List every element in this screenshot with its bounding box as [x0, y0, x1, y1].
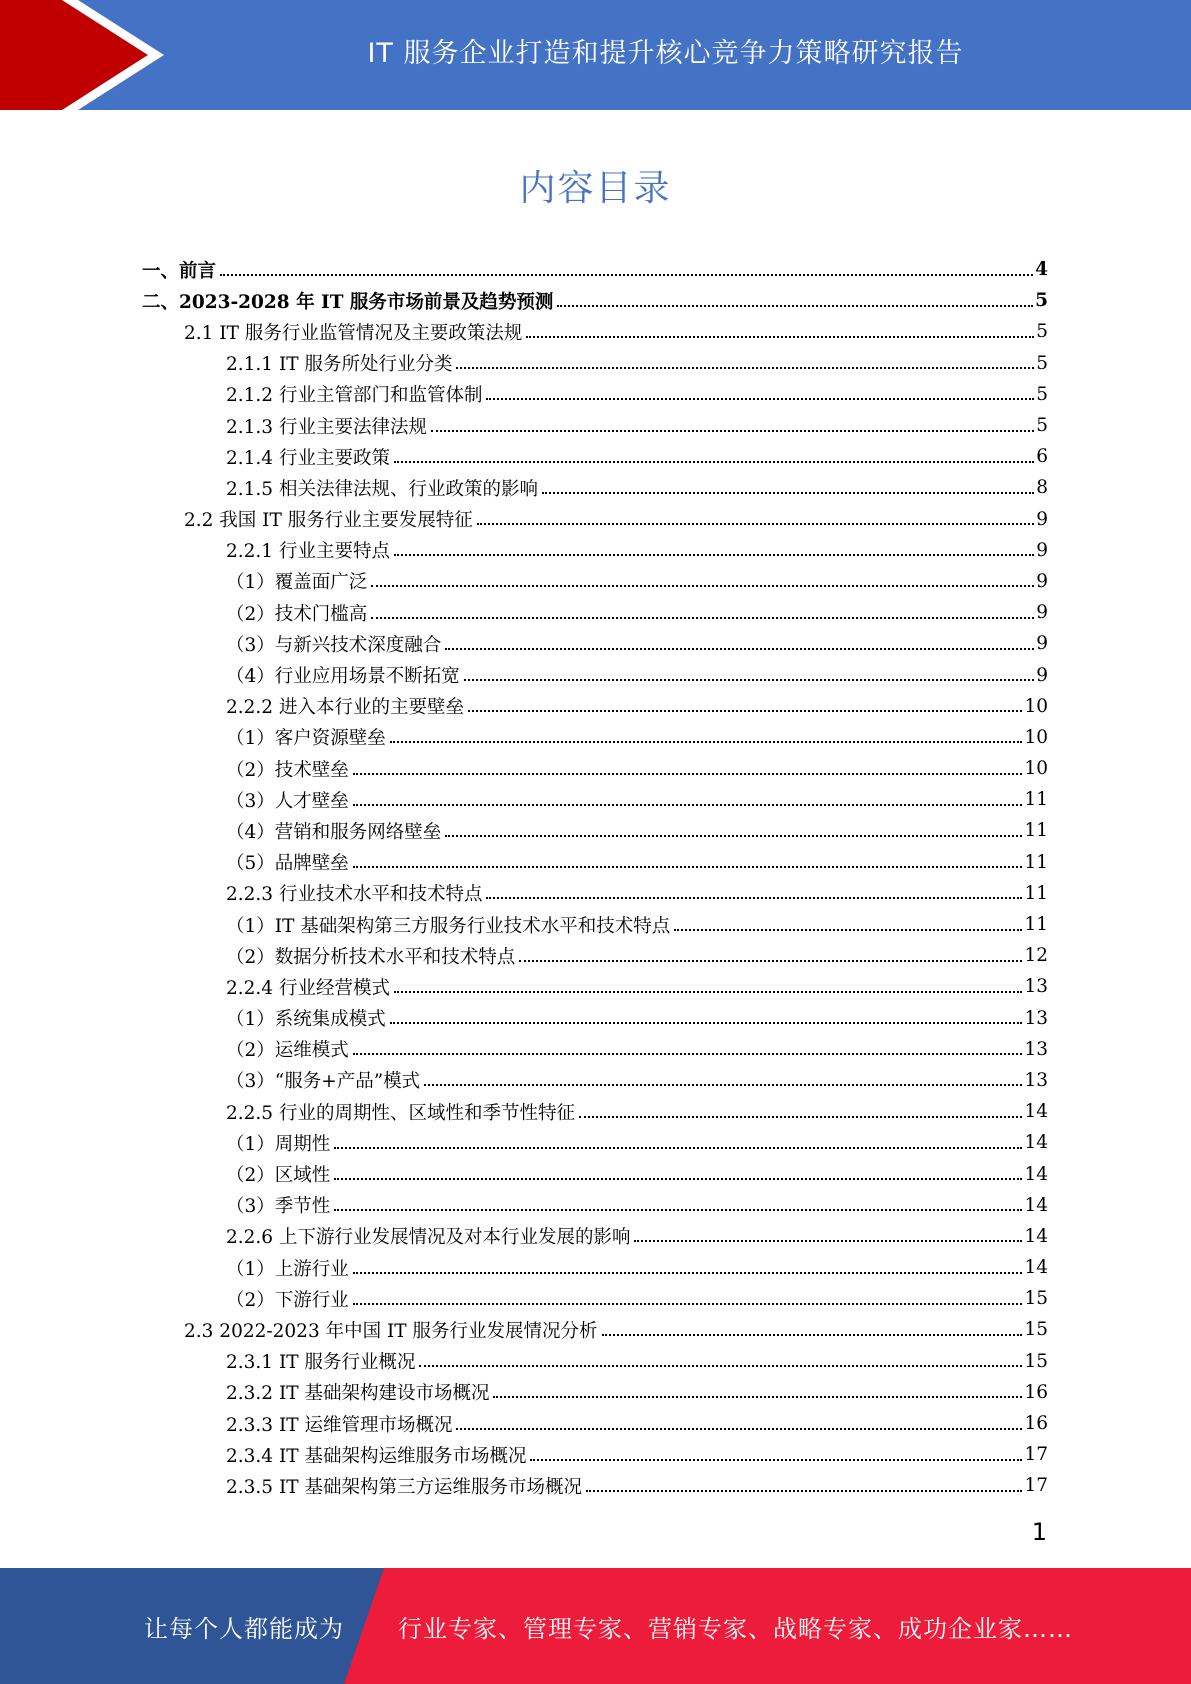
- toc-entry-label: （3）季节性: [226, 1196, 331, 1218]
- toc-entry[interactable]: [226, 566, 1048, 597]
- toc-entry-label: （1）系统集成模式: [226, 1009, 386, 1031]
- toc-entry[interactable]: [226, 1221, 1048, 1252]
- toc-entry-page: 9: [1036, 633, 1048, 655]
- toc-entry[interactable]: [142, 254, 1048, 285]
- toc-entry-label: 2.1.2 行业主管部门和监管体制: [226, 385, 483, 407]
- toc-entry-page: 5: [1035, 290, 1048, 312]
- toc-entry-label: 2.3.3 IT 运维管理市场概况: [226, 1414, 453, 1436]
- toc-entry-page: 8: [1036, 477, 1048, 499]
- toc-entry[interactable]: [226, 691, 1048, 722]
- toc-entry-page: 14: [1024, 1132, 1048, 1154]
- toc-entry-label: 2.2.4 行业经营模式: [226, 977, 390, 999]
- toc-dot-leader: [477, 523, 1035, 525]
- toc-entry[interactable]: [226, 878, 1048, 909]
- toc-entry[interactable]: [226, 909, 1048, 940]
- toc-entry[interactable]: [226, 722, 1048, 753]
- toc-entry[interactable]: [142, 285, 1048, 316]
- toc-dot-leader: [353, 804, 1023, 806]
- toc-entry-label: 2.2.3 行业技术水平和技术特点: [226, 884, 483, 906]
- toc-dot-leader: [445, 835, 1022, 837]
- toc-entry[interactable]: [226, 472, 1048, 503]
- toc-entry-page: 11: [1024, 851, 1048, 873]
- toc-entry-page: 6: [1036, 446, 1048, 468]
- toc-entry[interactable]: [226, 1377, 1048, 1408]
- toc-entry-label: 2.3.5 IT 基础架构第三方运维服务市场概况: [226, 1476, 582, 1498]
- toc-entry-page: 9: [1036, 602, 1048, 624]
- toc-entry-page: 12: [1024, 945, 1048, 967]
- toc-entry[interactable]: [226, 1190, 1048, 1221]
- toc-entry-page: 11: [1024, 789, 1048, 811]
- toc-entry-page: 15: [1024, 1350, 1048, 1372]
- toc-entry-label: （2）数据分析技术水平和技术特点: [226, 946, 516, 968]
- toc-entry[interactable]: [226, 1127, 1048, 1158]
- toc-dot-leader: [579, 1116, 1022, 1118]
- toc-entry[interactable]: [226, 847, 1048, 878]
- toc-entry-label: （3）“服务+产品”模式: [226, 1071, 421, 1093]
- toc-entry-page: 13: [1024, 976, 1048, 998]
- toc-entry[interactable]: [226, 597, 1048, 628]
- toc-dot-leader: [371, 585, 1034, 587]
- toc-entry-page: 11: [1024, 820, 1048, 842]
- toc-entry[interactable]: [226, 1470, 1048, 1501]
- toc-entry[interactable]: [226, 753, 1048, 784]
- toc-entry[interactable]: [184, 1314, 1048, 1345]
- toc-entry-page: 5: [1036, 321, 1048, 343]
- document-title: IT 服务企业打造和提升核心竞争力策略研究报告: [367, 37, 964, 69]
- toc-dot-leader: [394, 461, 1034, 463]
- toc-entry[interactable]: [226, 410, 1048, 441]
- toc-entry[interactable]: [226, 940, 1048, 971]
- toc-entry[interactable]: [226, 379, 1048, 410]
- toc-entry-page: 14: [1024, 1257, 1048, 1279]
- toc-entry-page: 16: [1024, 1381, 1048, 1403]
- table-of-contents: [0, 254, 1191, 1502]
- toc-dot-leader: [220, 274, 1033, 276]
- toc-entry-page: 4: [1035, 259, 1048, 281]
- toc-entry-label: （1）客户资源壁垒: [226, 728, 386, 750]
- toc-dot-leader: [431, 430, 1034, 432]
- toc-dot-leader: [464, 679, 1034, 681]
- toc-entry-page: 9: [1036, 570, 1048, 592]
- toc-entry-page: 10: [1024, 726, 1048, 748]
- toc-entry[interactable]: [226, 1283, 1048, 1314]
- toc-entry-page: 13: [1024, 1007, 1048, 1029]
- toc-entry[interactable]: [226, 1096, 1048, 1127]
- toc-entry-page: 17: [1024, 1475, 1048, 1497]
- toc-entry-page: 15: [1024, 1288, 1048, 1310]
- toc-entry[interactable]: [226, 784, 1048, 815]
- toc-entry-label: 2.3.1 IT 服务行业概况: [226, 1352, 416, 1374]
- toc-entry-page: 9: [1036, 664, 1048, 686]
- toc-dot-leader: [456, 367, 1034, 369]
- footer-slogan-right: 行业专家、管理专家、营销专家、战略专家、成功企业家……: [398, 1614, 1073, 1643]
- toc-entry[interactable]: [226, 971, 1048, 1002]
- toc-entry[interactable]: [226, 1003, 1048, 1034]
- toc-entry-label: 2.2.5 行业的周期性、区域性和季节性特征: [226, 1102, 575, 1124]
- toc-entry[interactable]: [226, 815, 1048, 846]
- toc-entry-label: （2）技术壁垒: [226, 759, 349, 781]
- toc-dot-leader: [493, 1396, 1022, 1398]
- toc-entry-page: 13: [1024, 1069, 1048, 1091]
- toc-entry-label: 二、2023-2028 年 IT 服务市场前景及趋势预测: [142, 291, 554, 313]
- toc-dot-leader: [353, 1272, 1023, 1274]
- toc-entry-label: 2.2 我国 IT 服务行业主要发展特征: [184, 510, 473, 532]
- toc-dot-leader: [530, 1459, 1022, 1461]
- toc-entry[interactable]: [226, 628, 1048, 659]
- toc-entry-label: 2.2.6 上下游行业发展情况及对本行业发展的影响: [226, 1227, 631, 1249]
- toc-entry[interactable]: [226, 1439, 1048, 1470]
- toc-entry-label: 2.1 IT 服务行业监管情况及主要政策法规: [184, 322, 523, 344]
- toc-dot-leader: [353, 773, 1023, 775]
- footer-banner: [0, 1568, 1191, 1684]
- toc-entry[interactable]: [226, 1408, 1048, 1439]
- toc-dot-leader: [526, 336, 1034, 338]
- toc-dot-leader: [334, 1147, 1022, 1149]
- toc-dot-leader: [586, 1490, 1022, 1492]
- toc-dot-leader: [602, 1334, 1023, 1336]
- toc-dot-leader: [371, 617, 1034, 619]
- toc-entry-label: 2.1.5 相关法律法规、行业政策的影响: [226, 478, 538, 500]
- header-banner: [0, 0, 1191, 110]
- toc-dot-leader: [674, 929, 1022, 931]
- toc-entry-page: 5: [1036, 352, 1048, 374]
- toc-entry-page: 14: [1024, 1101, 1048, 1123]
- toc-entry[interactable]: [226, 1034, 1048, 1065]
- toc-entry-label: （3）人才壁垒: [226, 790, 349, 812]
- toc-entry-page: 5: [1036, 415, 1048, 437]
- toc-entry-page: 14: [1024, 1194, 1048, 1216]
- toc-entry-page: 10: [1024, 695, 1048, 717]
- toc-entry-label: （4）营销和服务网络壁垒: [226, 821, 442, 843]
- toc-dot-leader: [353, 1053, 1023, 1055]
- toc-dot-leader: [394, 554, 1034, 556]
- toc-entry-label: 2.1.4 行业主要政策: [226, 447, 390, 469]
- toc-dot-leader: [519, 960, 1022, 962]
- toc-entry-label: 2.3.2 IT 基础架构建设市场概况: [226, 1383, 490, 1405]
- toc-entry-label: （1）IT 基础架构第三方服务行业技术水平和技术特点: [226, 915, 671, 937]
- toc-entry-page: 10: [1024, 758, 1048, 780]
- toc-entry-label: （1）覆盖面广泛: [226, 572, 368, 594]
- toc-dot-leader: [419, 1365, 1022, 1367]
- toc-entry-label: 2.2.2 进入本行业的主要壁垒: [226, 697, 464, 719]
- toc-entry-label: （2）区域性: [226, 1165, 331, 1187]
- toc-entry-page: 11: [1024, 882, 1048, 904]
- toc-entry[interactable]: [226, 1158, 1048, 1189]
- toc-entry-label: 2.2.1 行业主要特点: [226, 541, 390, 563]
- toc-entry-label: （2）下游行业: [226, 1289, 349, 1311]
- toc-entry-label: （1）上游行业: [226, 1258, 349, 1280]
- toc-entry-label: （4）行业应用场景不断拓宽: [226, 666, 460, 688]
- toc-entry-label: 2.3.4 IT 基础架构运维服务市场概况: [226, 1445, 527, 1467]
- toc-dot-leader: [634, 1240, 1022, 1242]
- toc-entry-label: 一、前言: [142, 260, 217, 282]
- toc-entry-label: 2.1.3 行业主要法律法规: [226, 416, 427, 438]
- toc-dot-leader: [390, 741, 1023, 743]
- toc-heading: 内容目录: [519, 168, 672, 209]
- toc-dot-leader: [468, 710, 1022, 712]
- toc-dot-leader: [424, 1084, 1022, 1086]
- toc-dot-leader: [334, 1178, 1022, 1180]
- toc-entry-label: （3）与新兴技术深度融合: [226, 634, 442, 656]
- toc-entry-page: 14: [1024, 1225, 1048, 1247]
- toc-entry[interactable]: [226, 1346, 1048, 1377]
- toc-entry[interactable]: [184, 504, 1048, 535]
- toc-entry-label: 2.3 2022-2023 年中国 IT 服务行业发展情况分析: [184, 1320, 598, 1342]
- toc-dot-leader: [353, 866, 1023, 868]
- toc-entry-page: 16: [1024, 1413, 1048, 1435]
- toc-entry-page: 5: [1036, 383, 1048, 405]
- toc-entry[interactable]: [226, 348, 1048, 379]
- toc-dot-leader: [390, 1022, 1023, 1024]
- footer-slogan-left: 让每个人都能成为: [144, 1614, 344, 1643]
- toc-entry-label: （5）品牌壁垒: [226, 853, 349, 875]
- toc-entry-page: 14: [1024, 1163, 1048, 1185]
- toc-entry[interactable]: [226, 441, 1048, 472]
- page-number: 1: [1031, 1518, 1047, 1546]
- toc-dot-leader: [486, 398, 1034, 400]
- toc-entry-page: 17: [1024, 1444, 1048, 1466]
- toc-entry[interactable]: [226, 659, 1048, 690]
- toc-entry[interactable]: [226, 1252, 1048, 1283]
- toc-dot-leader: [445, 648, 1034, 650]
- toc-entry-page: 11: [1024, 914, 1048, 936]
- toc-entry[interactable]: [226, 1065, 1048, 1096]
- toc-dot-leader: [486, 897, 1022, 899]
- toc-entry[interactable]: [226, 535, 1048, 566]
- toc-dot-leader: [353, 1303, 1023, 1305]
- toc-entry[interactable]: [184, 316, 1048, 347]
- toc-dot-leader: [557, 305, 1033, 307]
- toc-entry-page: 15: [1024, 1319, 1048, 1341]
- toc-entry-label: （1）周期性: [226, 1133, 331, 1155]
- toc-entry-page: 13: [1024, 1038, 1048, 1060]
- toc-entry-label: （2）运维模式: [226, 1040, 349, 1062]
- toc-dot-leader: [542, 492, 1034, 494]
- toc-entry-label: 2.1.1 IT 服务所处行业分类: [226, 354, 453, 376]
- toc-entry-page: 9: [1036, 508, 1048, 530]
- toc-dot-leader: [334, 1209, 1022, 1211]
- toc-entry-page: 9: [1036, 539, 1048, 561]
- toc-dot-leader: [394, 991, 1022, 993]
- toc-entry-label: （2）技术门槛高: [226, 603, 368, 625]
- toc-dot-leader: [456, 1428, 1022, 1430]
